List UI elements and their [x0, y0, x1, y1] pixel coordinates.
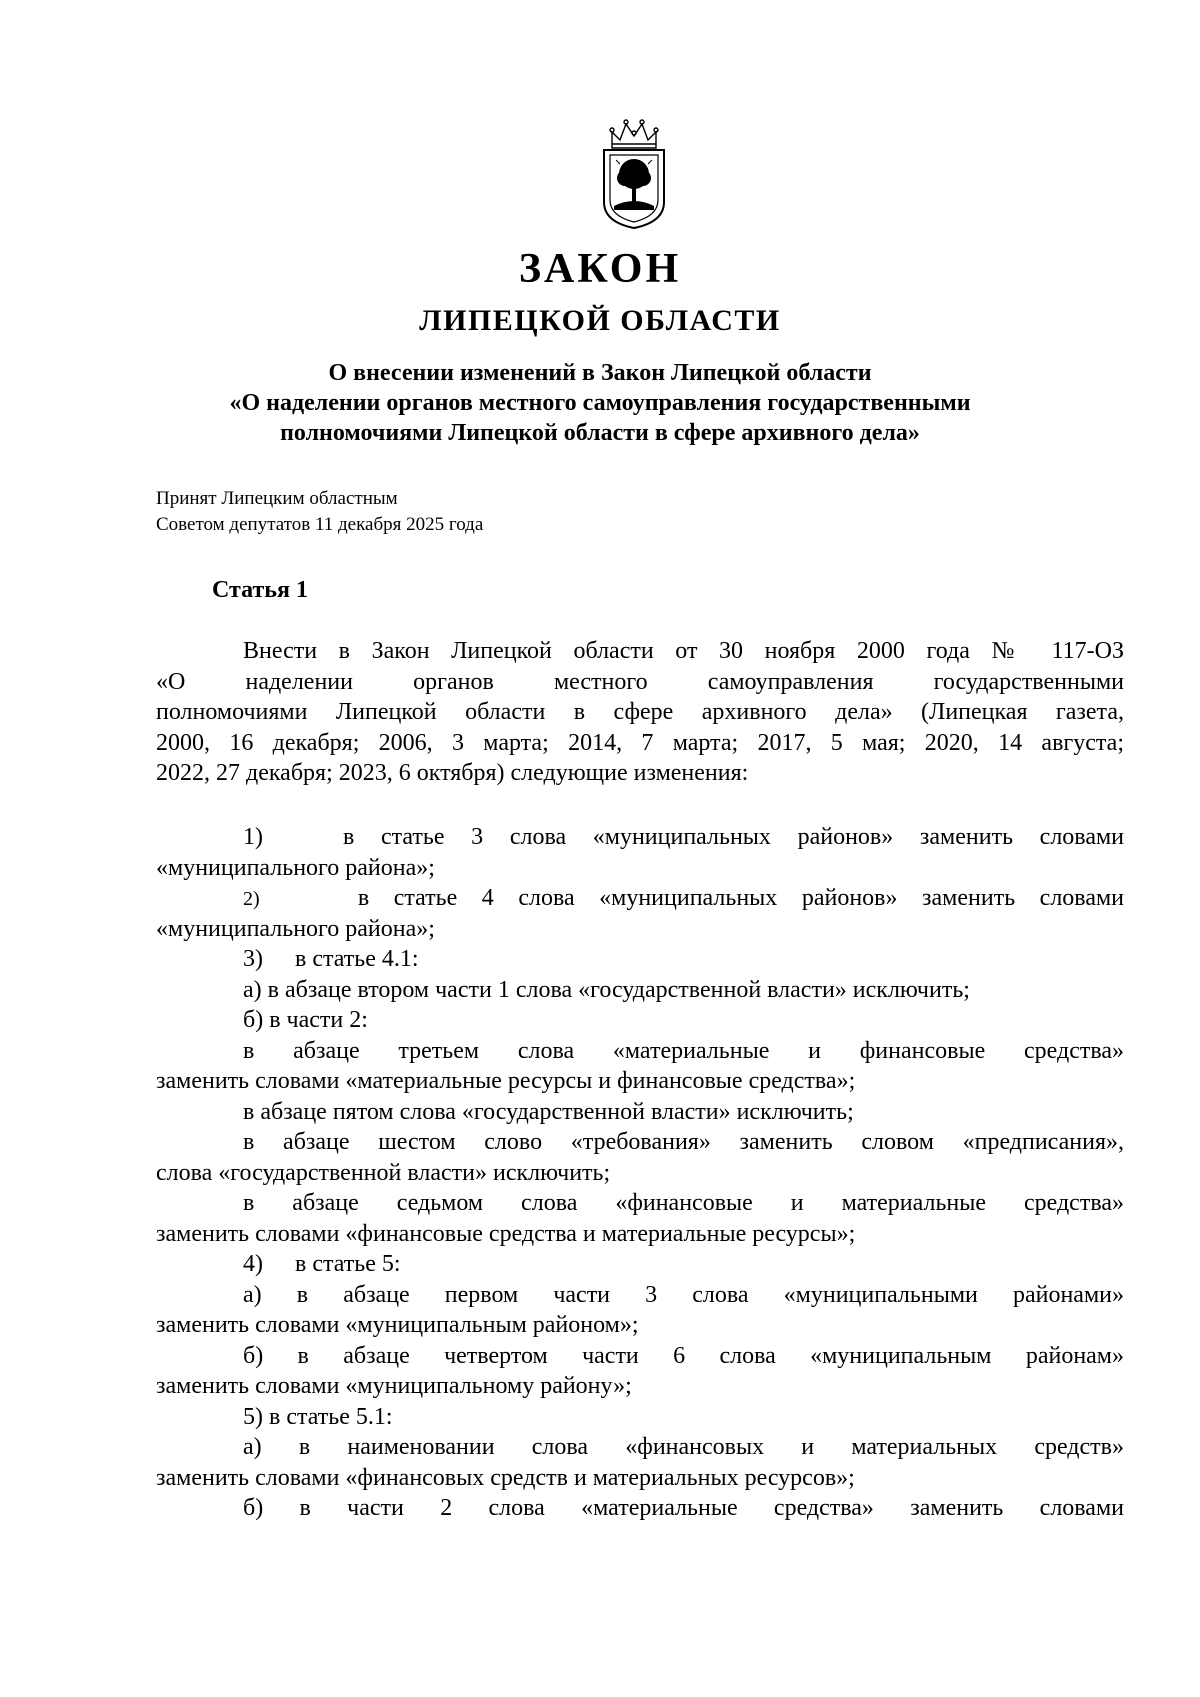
intro-line: «О наделении органов местного самоуправления государственными — [156, 668, 1124, 695]
adoption-note — [156, 486, 483, 538]
adoption-line: Принят Липецким областным — [156, 488, 398, 509]
item-number: 3) — [243, 946, 263, 972]
adoption-line: Советом депутатов 11 декабря 2025 года — [156, 514, 484, 535]
list-item-continuation: заменить словами «финансовых средств и материальных ресурсов»; — [156, 1464, 855, 1491]
document-title: ЗАКОН — [518, 246, 682, 292]
list-item — [156, 944, 1124, 975]
list-subitem: б) в абзаце четвертом части 6 слова «муниципальным районам» — [243, 1342, 1124, 1369]
list-subitem: в абзаце седьмом слова «финансовые и материальные средства» — [243, 1190, 1124, 1216]
coat-of-arms-icon — [598, 118, 670, 230]
list-subitem: б) в части 2: — [243, 1007, 368, 1033]
item-text: в статье 3 слова «муниципальных районов» заменить словами — [342, 824, 1124, 850]
document-region: ЛИПЕЦКОЙ ОБЛАСТИ — [419, 304, 781, 337]
article-title: Статья 1 — [212, 577, 308, 603]
list-item: 5) в статье 5.1: — [243, 1403, 393, 1430]
item-text: в статье 4 слова «муниципальных районов» заменить словами — [357, 885, 1125, 911]
intro-line: Внести в Закон Липецкой области от 30 ноября 2000 года № 117-ОЗ — [243, 638, 1124, 664]
list-item-continuation: «муниципального района»; — [156, 915, 435, 942]
list-subitem: в абзаце шестом слово «требования» заменить словом «предписания», — [243, 1129, 1124, 1155]
amendment-list — [156, 822, 1124, 1524]
list-subitem: в абзаце пятом слова «государственной власти» исключить; — [243, 1098, 854, 1125]
list-item-continuation: заменить словами «финансовые средства и материальные ресурсы»; — [156, 1220, 856, 1247]
item-number: 1) — [243, 824, 263, 850]
article-intro — [156, 636, 1124, 789]
list-item-continuation: заменить словами «муниципальному району»; — [156, 1373, 632, 1399]
list-subitem: а) в наименовании слова «финансовых и материальных средств» — [243, 1434, 1124, 1460]
list-subitem: в абзаце третьем слова «материальные и финансовые средства» — [243, 1037, 1124, 1064]
item-text: в статье 5: — [295, 1251, 401, 1277]
item-number: 4) — [243, 1251, 263, 1277]
intro-line: 2022, 27 декабря; 2023, 6 октября) следующие изменения: — [156, 760, 749, 786]
item-number: 2) — [243, 888, 260, 910]
list-subitem: б) в части 2 слова «материальные средства» заменить словами — [243, 1495, 1124, 1521]
law-name-line: «О наделении органов местного самоуправления государственными — [229, 390, 971, 416]
law-name — [150, 358, 1050, 448]
intro-line: 2000, 16 декабря; 2006, 3 марта; 2014, 7 марта; 2017, 5 мая; 2020, 14 августа; — [156, 729, 1124, 756]
list-item-continuation: слова «государственной власти» исключить; — [156, 1159, 611, 1186]
list-subitem: а) в абзаце первом части 3 слова «муниципальными районами» — [243, 1281, 1124, 1308]
intro-line: полномочиями Липецкой области в сфере архивного дела» (Липецкая газета, — [156, 699, 1124, 725]
law-name-line: О внесении изменений в Закон Липецкой области — [328, 360, 872, 386]
law-name-line: полномочиями Липецкой области в сфере архивного дела» — [280, 420, 920, 446]
list-item — [156, 822, 1124, 853]
item-text: в статье 4.1: — [295, 946, 419, 972]
list-item — [156, 1249, 1124, 1280]
list-item — [156, 883, 1124, 914]
list-item-continuation: заменить словами «муниципальным районом»; — [156, 1312, 639, 1338]
list-item-continuation: заменить словами «материальные ресурсы и финансовые средства»; — [156, 1068, 856, 1094]
list-item-continuation: «муниципального района»; — [156, 854, 435, 881]
list-subitem: а) в абзаце втором части 1 слова «государственной власти» исключить; — [243, 976, 970, 1003]
